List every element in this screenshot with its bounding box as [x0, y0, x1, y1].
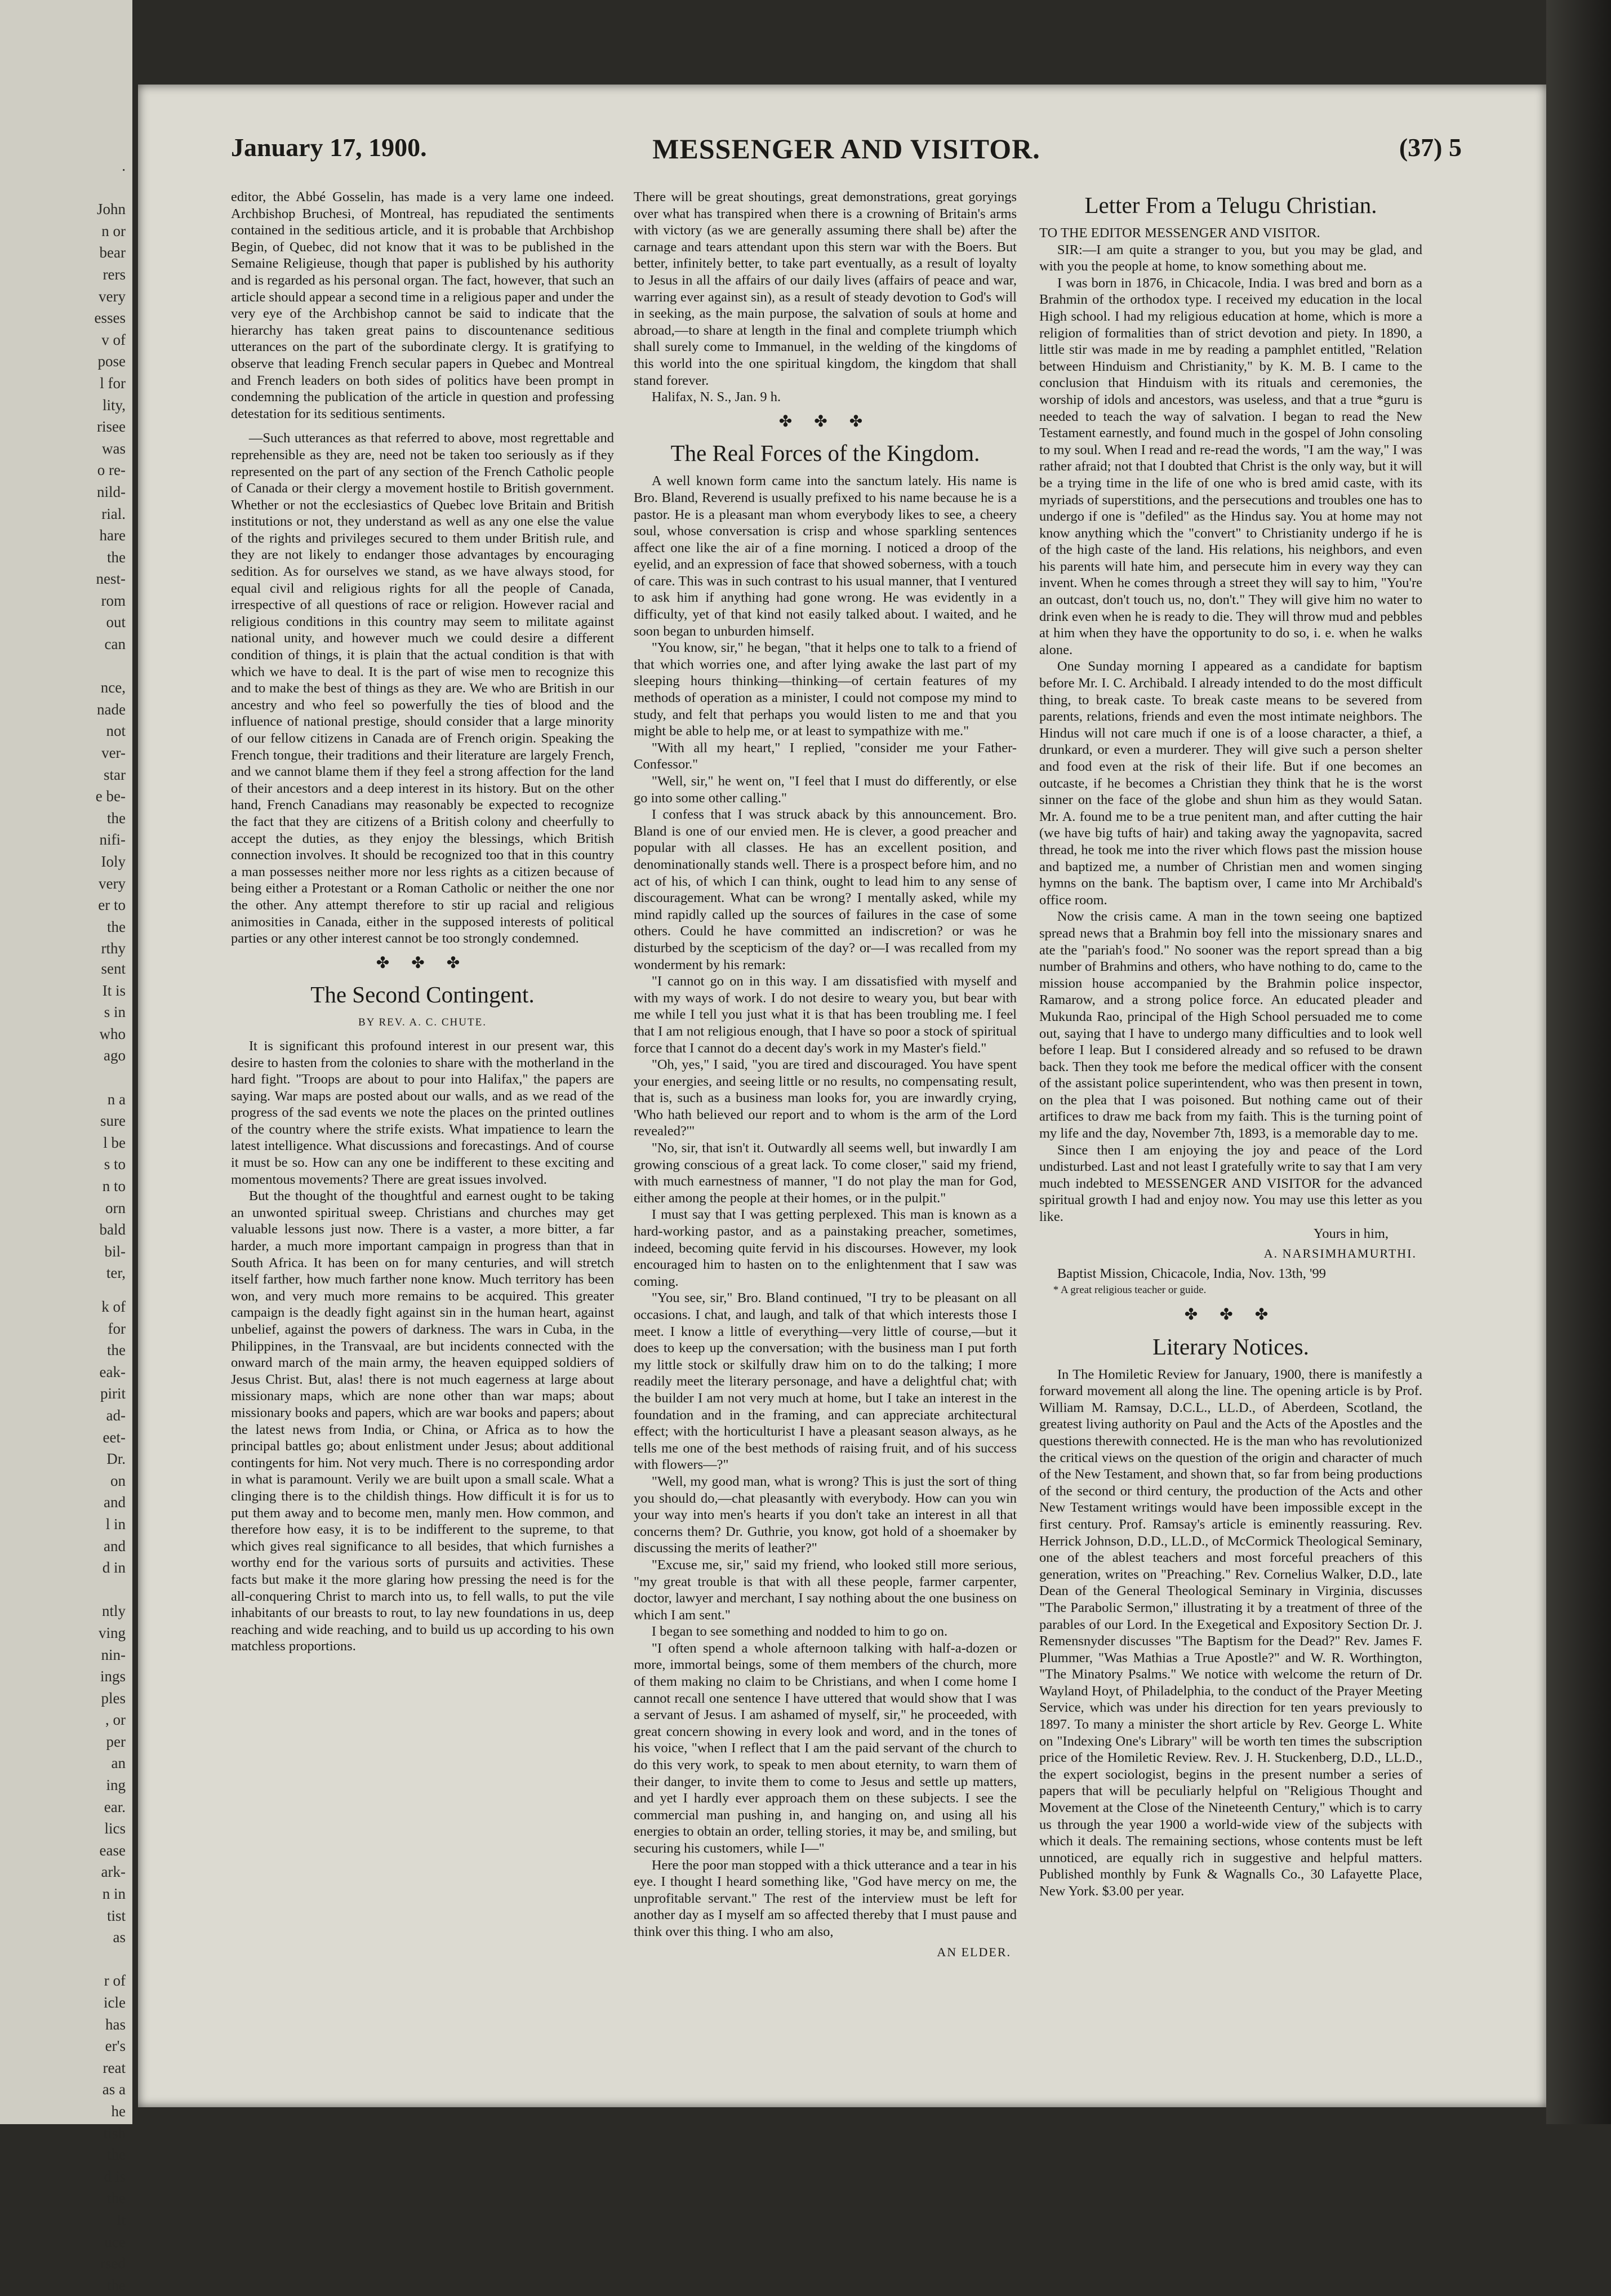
paragraph: "You see, sir," Bro. Bland continued, "I try to be pleasant on all occasions. I chat, and laugh, and talk of that which interests those I meet. I know a little of everything—very little of course,—but it does to keep up the conversation; with the business man I put forth my little stock or skilfully draw him on to do the talking; I more readily meet the literary personage, and have a delightful chat; with the builder I am not very much at home, but I take an interest in the foundation and in the framing, and can appreciate architectural effect; with the horticulturist I have a pleasant season always, as he tells me one of the best methods of raising fruit, and of his success with flowers—?": [634, 1290, 1017, 1473]
margin-fragment: k of for the eak- pirit ad- eet- Dr. on and l in and d in ntly ving nin- ings ples , or per an ing ear. lics ease ark- n in tist as r of icle has er's reat as a he tish the d is the It uce rsed the: [98, 1298, 126, 2294]
paragraph: Since then I am enjoying the joy and peace of the Lord undisturbed. Last and not least I gratefully write to say that I am very much indebted to MESSENGER AND VISITOR for the advanced spiritual growth I had and enjoy now. You may use this letter as you like.: [1039, 1142, 1422, 1225]
article-title-telugu-letter: Letter From a Telugu Christian.: [1084, 192, 1377, 218]
letter-signature: A. NARSIMHAMURTHI.: [1263, 1246, 1417, 1261]
article-title-literary-notices: Literary Notices.: [1152, 1333, 1309, 1360]
letter-closing: Yours in him,: [1314, 1225, 1389, 1241]
masthead: [231, 132, 1462, 183]
paragraph: "No, sir, that isn't it. Outwardly all seems well, but inwardly I am growing conscious of a great lack. To come closer," said my friend, with much earnestness of manner, "I do not play the man for God, either among the people at their homes, or in the pulpit.": [634, 1140, 1017, 1206]
column-3: [1039, 189, 1422, 2093]
paragraph: I began to see something and nodded to him to go on.: [651, 1624, 948, 1640]
column-2: [634, 189, 1017, 2093]
newspaper-page: [138, 85, 1546, 2107]
section-ornament: ✤ ✤ ✤: [1184, 1306, 1278, 1324]
paragraph: "Excuse me, sir," said my friend, who looked still more serious, "my great trouble is that with all these people, farmer carpenter, doctor, lawyer and merchant, I say nothing about the one business on which I am sent.": [634, 1557, 1017, 1623]
paragraph: "I cannot go on in this way. I am dissatisfied with myself and with my ways of work. I do not desire to weary you, but bear with me while I tell you just what it is that has been troubling me. I feel that I am not religious enough, that I have so poor a stock of spiritual force that I cannot do a decent day's work in my Master's field.": [634, 974, 1017, 1056]
issue-date: January 17, 1900.: [231, 133, 427, 162]
letter-addressee: TO THE EDITOR MESSENGER AND VISITOR.: [1039, 225, 1320, 241]
paper-title: MESSENGER AND VISITOR.: [652, 133, 1040, 165]
paragraph: "I often spend a whole afternoon talking with half-a-dozen or more, immortal beings, some of them members of the church, more of them making no claim to be Christians, and when I come home I cannot recall one sentence I have uttered that would show that I was a servant of Jesus. I am ashamed of myself, sir," he proceeded, with great concern showing in every look and word, and in the tones of his voice, "when I reflect that I am the paid servant of the church to do this very work, to speak to men about eternity, to warn them of their danger, to invite them to come to Jesus and settle up matters, and yet I hardly ever approach them on these subjects. I see the commercial man pushing in, and hanging on, and using all his energies to obtain an order, telling stories, it may be, and smiling, but securing his customers, while I—": [634, 1640, 1017, 1856]
paragraph: But the thought of the thoughtful and earnest ought to be taking an unwonted spiritual sweep. Christians and churches may get valuable lessons just now. There is a vaster, a more bitter, a far harder, a much more important campaign in progress than that in South Africa. It has been on for many centuries, and will stretch itself farther, how much farther none know. Much territory has been won, and very much more remains to be acquired. This greater campaign is the deadly fight against sin in the human heart, against unbelief, against the powers of darkness. The wars in Cuba, in the Philippines, in the Transvaal, are but incidents connected with the onward march of the main army, the heaven equipped soldiers of Jesus Christ. But, alas! there is not much eagerness at large about missionary maps, which are none other than war maps; about missionary books and papers, which are war books and papers; about the latest news from India, or China, or Africa as to how the principal battles go; about enlistment under Jesus; about additional contingents for him. Not very much. There is no corresponding ardor in what is paramount. Verily we are built upon a small scale. What a clinging there is to the childish things. How difficult it is for us to put them away and to become men, manly men. How common, and therefore how easy, it is to be indifferent to the supreme, to that which gives real significance to all besides, that which furnishes a worthy end for the various sorts of pursuits and activities. These facts but make it the more glaring how pressing the need is for the all-conquering Christ to march into us, to fell walls, to put the vile inhabitants of our breasts to rout, to lay new foundations in us, deep reaching and wide reaching, and to build us up according to his own matchless proportions.: [231, 1188, 614, 1654]
paragraph: "Well, my good man, what is wrong? This is just the sort of thing you should do,—chat pleasantly with everybody. How can you win your way into men's hearts if you don't take an interest in all that concerns them? Dr. Guthrie, you know, got hold of a shoemaker by discussing the merits of leather?": [634, 1473, 1017, 1556]
paragraph: "You know, sir," he began, "that it helps one to talk to a friend of that which worries one, and after lying awake the last part of my sleeping hours thinking—thinking—of certain features of my methods of operation as a minister, I could not compose my mind to study, and felt that perhaps you would listen to me and that you might be able to help me, or at least to sympathize with me.": [634, 640, 1017, 739]
article-title-real-forces: The Real Forces of the Kingdom.: [670, 440, 980, 467]
paragraph: It is significant this profound interest in our present war, this desire to hasten from the colonies to share with the motherland in the hard fight. "Troops are about to pour into Halifax," the papers are saying. War maps are posted about our walls, and as we read of the progress of the sad events we note the places on the printed outlines of the country where the strife exists. What impatience to learn the latest intelligence. What discussions and forecastings. And of course it must be so. How can any one be indifferent to these exciting and momentous movements? There are great issues involved.: [231, 1038, 614, 1187]
paragraph: SIR:—I am quite a stranger to you, but you may be glad, and with you the people at home, to know something about me.: [1039, 242, 1422, 274]
section-ornament: ✤ ✤ ✤: [376, 954, 469, 972]
footnote: * A great religious teacher or guide.: [1053, 1284, 1207, 1296]
page-number: (37) 5: [1399, 133, 1462, 162]
paragraph: One Sunday morning I appeared as a candidate for baptism before Mr. I. C. Archibald. I already intended to do the most difficult thing, to break caste. To break caste means to be severed from parents, relations, friends and even the most intimate neighbors. The Hindus will not care much if one is of a loose character, a thief, a drunkard, or even a murderer. They will give such a person shelter and food even at the risk of their life. But if one becomes an outcaste, if he becomes a Christian they think that he is the worst sinner on the face of the globe and shun him as they would Satan. Mr. A. found me to be a true penitent man, and after cutting the hair (we have big tufts of hair) and taking away the yagnopavita, sacred thread, he took me into the river which flows past the mission house and baptized me, a number of Christian men and women singing hymns on the bank. The baptism over, I came into Mr Archibald's office room.: [1039, 659, 1422, 908]
paragraph: —Such utterances as that referred to above, most regrettable and reprehensible as they are, need not be taken too seriously as if they represented on the part of any section of the French Catholic people of Canada or their clergy a movement hostile to British government. Whether or not the ecclesiastics of Quebec love Britain and British institutions or not, they understand as well as any one else the value of the rights and privileges secured to them under British rule, and they are not likely to endanger those advantages by encouraging sedition. As for ourselves we stand, as we have always stood, for equal civil and religious rights for all the people of Canada, irrespective of all questions of race or religion. However racial and religious conditions in this country may seem to militate against national unity, and however much we could desire a different condition of things, it is plain that the actual condition is that with which we have to deal. It is the part of wise men to recognize this and to make the best of things as they are. We who are British in our ancestry and who feel so powerfully the ties of blood and the influence of national prestige, should consider that a large minority of our fellow citizens in Canada are of French origin. Speaking the French tongue, their traditions and their literature are largely French, and we cannot blame them if they feel a strong affection for the land of their ancestors and a deep interest in its history. But on the other hand, French Canadians may reasonably be expected to recognize the fact that they are citizens of a British colony and cheerfully to accept the duties, as they enjoy the blessings, which British connection involves. It should be recognized too that in this country a man possesses neither more nor less rights as a citizen because of being either a Protestant or a Roman Catholic or neither the one nor the other. Any attempt therefore to stir up racial and religious animosities in Canada, either in the supposed interests of political parties or any other interest cannot be too strongly condemned.: [231, 430, 614, 947]
column-1: [231, 189, 614, 2093]
paragraph: "Oh, yes," I said, "you are tired and discouraged. You have spent your energies, and seeing little or no results, no compensating result, that is, such as a business man looks for, you are inwardly crying, 'Who hath believed our report and to whom is the arm of the Lord revealed?'": [634, 1057, 1017, 1139]
paragraph: I was born in 1876, in Chicacole, India. I was bred and born as a Brahmin of the orthodox type. I received my education in the local High school. I had my religious education at home, which is more a religion of formalities than of strict devotion and piety. In 1890, a little stir was made in me by reading a pamphlet entitled, "Relation between Hinduism and Christianity," by K. M. B. I came to the conclusion that Hinduism with its rituals and ceremonies, the worship of idols and ancestors, was useless, and that a true *guru is needed to teach the way of salvation. I began to read the New Testament earnestly, and found much in the gospel of John consoling to my soul. When I read and re-read the words, "I am the way," I was rather afraid; not that I doubted that Christ is the only way, but it will be a trying time in the life of one who is bred amid caste, with its myriads of superstitions, and the persecutions and troubles one has to undergo if one is "defiled" as the Hindus say. You at home may not know anything which the "convert" to Christianity undergo if he is of the high caste of the land. His relations, his neighbors, and even his parents will hate him, and persecute him in every way they can invent. When he comes through a street they will say to him, "You're an outcast, don't touch us, no, don't." They will give him no water to drink even when he is ready to die. They will throw mud and pebbles at him when they have the opportunity to do so, i. e. when he walks alone.: [1039, 275, 1422, 658]
dateline: Halifax, N. S., Jan. 9 h.: [651, 389, 781, 405]
facing-page-margin: [0, 0, 132, 2294]
paragraph: There will be great shoutings, great demonstrations, great goryings over what has transpired when there is a crowning of Britain's arms with victory (as we are generally assuming there shall be) after the carnage and tears attendant upon this stern war with the Boers. But better, infinitely better, to take part eventually, as a result of loyalty to Jesus in all the affairs of our daily lives (affairs of peace and war, warring ever against sin), as a result of steady devotion to God's will in seeking, as the main purpose, the salvation of souls at home and abroad,—to share at length in the final and complete triumph which shall surely come to Immanuel, in the welding of the kingdoms of this world into the one spiritual kingdom, the kingdom that shall stand forever.: [634, 189, 1017, 388]
article-title-second-contingent: The Second Contingent.: [310, 982, 535, 1008]
letter-place-date: Baptist Mission, Chicacole, India, Nov. 13th, '99: [1057, 1265, 1326, 1281]
book-binding: [1546, 0, 1611, 2124]
paragraph: In The Homiletic Review for January, 1900, there is manifestly a forward movement all along the line. The opening article is by Prof. William M. Ramsay, D.C.L., LL.D., of Aberdeen, Scotland, the greatest living authority on Paul and the Acts of the Apostles and the questions therewith connected. He is the man who has revolutionized the critical views on the question of the origin and character of much of the New Testament, and shown that, so far from being productions of the second or third century, the production of the Acts and other New Testament writings would have been impossible except in the first century. Prof. Ramsay's article is eminently reassuring. Rev. Herrick Johnson, D.D., LL.D., of McCormick Theological Seminary, one of the ablest teachers and most forceful preachers of this generation, writes on "Preaching." Rev. Cornelius Walker, D.D., late Dean of the General Theological Seminary in Virginia, discusses "The Parabolic Sermon," illustrating it by a treatment of three of the parables of our Lord. In the Exegetical and Expository Section Dr. J. Remensnyder discusses "The Baptism for the Dead?" Rev. James F. Plummer, "Was Mathias a True Apostle?" and W. R. Worthington, "The Minatory Psalms." We notice with welcome the return of Dr. Wayland Hoyt, of Philadelphia, to the conduct of the Prayer Meeting Service, which was under his direction for ten years previously to 1897. To many a minister the short article by Rev. George L. White on "Indexing One's Library" will be worth ten times the subscription price of the Homiletic Review. Rev. J. H. Stuckenberg, D.D., LL.D., the expert sociologist, begins in the present number a series of papers that will be peculiarly helpful on "Religious Thought and Movement at the Close of the Nineteenth Century," which is to carry us through the year 1900 a world-wide view of the subjects with which it deals. The remaining sections, whose contents must be left unnoticed, are equally rich in suggestive and helpful matters. Published monthly by Funk & Wagnalls Co., 30 Lafayette Place, New York. $3.00 per year.: [1039, 1366, 1422, 1899]
paragraph: A well known form came into the sanctum lately. His name is Bro. Bland, Reverend is usually prefixed to his name because he is a pastor. He is a pleasant man whom everybody likes to see, a cheery soul, whose conversation is crisp and whose sparkling sentences affect one like the air of a fine morning. I noticed a droop of the eyelid, and an expression of face that showed soberness, with a touch of care. This was in such contrast to his usual manner, that I ventured to ask him if anything had gone wrong. He was evidently in a difficulty, yet of that kind not easily talked about. I waited, and he soon began to unburden himself.: [634, 473, 1017, 639]
paragraph: Now the crisis came. A man in the town seeing one baptized spread news that a Brahmin boy fell into the missionary snares and ate the "pariah's food." No sooner was the report spread than a big number of Brahmins and others, who have nothing to do, came to the mission house accompanied by the Brahmin police inspector, Ramarow, and a strong police force. An educated pleader and Mukunda Rao, principal of the High School persuaded me to come out, saying that I have to undergo many difficulties and to look well before I leap. But I considered already and so refused to be drawn back. Then they took me before the medical officer with the consent of the assistant police superintendent, who was then present in town, on the plea that I was poisoned. But nothing came out of their artifices to draw me back from my faith. This is the turning point of my life and the day, November 7th, 1893, is a memorable day to me.: [1039, 909, 1422, 1142]
margin-fragment: . John n or bear rers very esses v of pose l for lity, risee was o re- nild- rial. hare the nest- rom out can nce, nade not ver- star e be- the nifi- Ioly very er to the rthy: [94, 157, 126, 957]
paragraph: editor, the Abbé Gosselin, has made is a very lame one indeed. Archbishop Bruchesi, of Montreal, has repudiated the sentiments contained in the seditious article, and it is probable that Archbishop Begin, of Quebec, did not know that it was to be published in the Semaine Religieuse, though that paper is published by his authority and is regarded as his personal organ. The fact, however, that such an article should appear a second time in a religious paper and under the very eye of the Archbishop cannot be said to indicate that the hierarchy has taken great pains to discountenance seditious utterances on the part of the subordinate clergy. It is gratifying to observe that leading French secular papers in Quebec and Montreal and French leaders on both sides of politics have been prompt in condemning the publication of the article in question and professing detestation for its seditious sentiments.: [231, 189, 614, 421]
paragraph: "With all my heart," I replied, "consider me your Father-Confessor.": [634, 740, 1017, 772]
paragraph: Here the poor man stopped with a thick utterance and a tear in his eye. I thought I heard something like, "God have mercy on me, the unprofitable servant." The rest of the interview must be left for another day as I myself am so affected thereby that I must pause and think over this thing. I who am also,: [634, 1857, 1017, 1939]
paragraph: I must say that I was getting perplexed. This man is known as a hard-working pastor, and as a painstaking preacher, sometimes, indeed, becoming quite fervid in his discourses. However, my look encouraged him to hasten on to the enlightenment that I saw was coming.: [634, 1207, 1017, 1289]
margin-fragment: sent It is s in who ago n a sure l be s to n to orn bald bil- ter,: [99, 960, 126, 1282]
paragraph: I confess that I was struck aback by this announcement. Bro. Bland is one of our envied men. He is clever, a good preacher and popular with all classes. He has an excellent position, and denominationally stands well. There is a prospect before him, and no act of his, of which I can think, ought to lead him to any sense of discouragement. What can be wrong? I mentally asked, while my mind rapidly called up the sources of failures in the case of some others. Could he have committed an indiscretion? or was he disturbed by the scepticism of the day? or—I was recalled from my wonderment by his remark:: [634, 807, 1017, 972]
paragraph: "Well, sir," he went on, "I feel that I must do differently, or else go into some other calling.": [634, 774, 1017, 806]
article-signature: AN ELDER.: [937, 1944, 1011, 1959]
section-ornament: ✤ ✤ ✤: [778, 412, 872, 430]
article-byline: BY REV. A. C. CHUTE.: [358, 1016, 487, 1029]
